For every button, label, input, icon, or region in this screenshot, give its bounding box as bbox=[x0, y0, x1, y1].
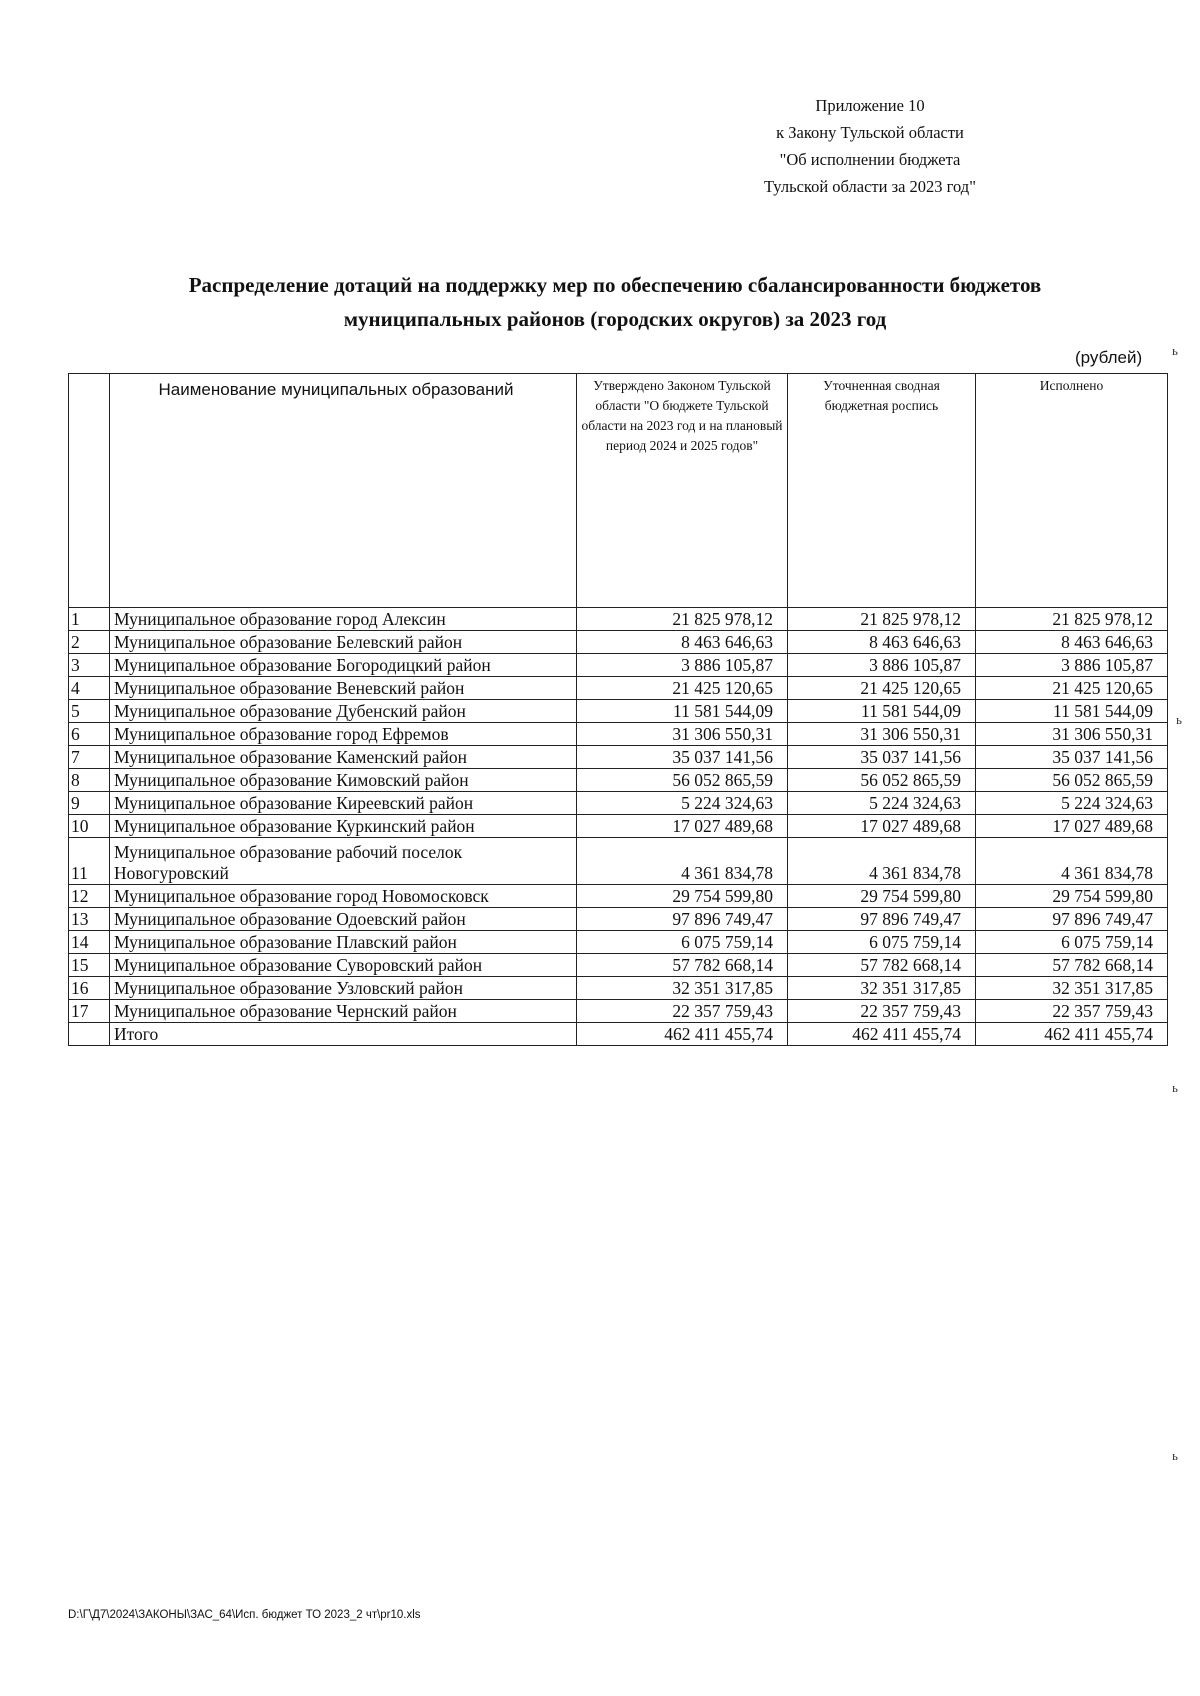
table-row bbox=[69, 700, 1168, 723]
row-refined: 31 306 550,31 bbox=[788, 723, 976, 746]
table-row bbox=[69, 631, 1168, 654]
total-approved: 462 411 455,74 bbox=[577, 1023, 788, 1046]
row-number: 7 bbox=[69, 746, 110, 769]
row-refined: 4 361 834,78 bbox=[788, 838, 976, 885]
row-number: 15 bbox=[69, 954, 110, 977]
row-refined: 17 027 489,68 bbox=[788, 815, 976, 838]
row-number: 6 bbox=[69, 723, 110, 746]
row-executed: 3 886 105,87 bbox=[976, 654, 1168, 677]
row-name: Муниципальное образование Узловский район bbox=[110, 977, 577, 1000]
row-number: 10 bbox=[69, 815, 110, 838]
row-executed: 21 425 120,65 bbox=[976, 677, 1168, 700]
row-refined: 6 075 759,14 bbox=[788, 931, 976, 954]
row-approved: 57 782 668,14 bbox=[577, 954, 788, 977]
row-executed: 17 027 489,68 bbox=[976, 815, 1168, 838]
row-approved: 35 037 141,56 bbox=[577, 746, 788, 769]
table-row bbox=[69, 1000, 1168, 1023]
row-refined: 29 754 599,80 bbox=[788, 885, 976, 908]
row-executed: 11 581 544,09 bbox=[976, 700, 1168, 723]
table-row bbox=[69, 885, 1168, 908]
row-name: Муниципальное образование город Ефремов bbox=[110, 723, 577, 746]
row-refined: 3 886 105,87 bbox=[788, 654, 976, 677]
row-approved: 21 825 978,12 bbox=[577, 608, 788, 631]
table-row bbox=[69, 977, 1168, 1000]
row-name: Муниципальное образование город Новомосковск bbox=[110, 885, 577, 908]
row-executed: 21 825 978,12 bbox=[976, 608, 1168, 631]
row-name: Муниципальное образование Богородицкий район bbox=[110, 654, 577, 677]
header-executed: Исполнено bbox=[976, 374, 1168, 608]
row-refined: 32 351 317,85 bbox=[788, 977, 976, 1000]
row-name: Муниципальное образование Веневский район bbox=[110, 677, 577, 700]
scan-artifact: ь bbox=[1172, 1080, 1178, 1095]
appendix-block bbox=[720, 92, 1020, 200]
table-row bbox=[69, 838, 1168, 885]
appendix-line: "Об исполнении бюджета bbox=[779, 150, 961, 169]
row-executed: 4 361 834,78 bbox=[976, 838, 1168, 885]
row-number: 1 bbox=[69, 608, 110, 631]
table-row bbox=[69, 792, 1168, 815]
total-refined: 462 411 455,74 bbox=[788, 1023, 976, 1046]
table-row bbox=[69, 908, 1168, 931]
total-row bbox=[69, 1023, 1168, 1046]
document-title bbox=[120, 268, 1110, 336]
row-refined: 97 896 749,47 bbox=[788, 908, 976, 931]
row-name: Муниципальное образование Кимовский район bbox=[110, 769, 577, 792]
row-name: Муниципальное образование Белевский район bbox=[110, 631, 577, 654]
row-approved: 29 754 599,80 bbox=[577, 885, 788, 908]
scan-artifact: ь bbox=[1176, 712, 1182, 727]
row-executed: 29 754 599,80 bbox=[976, 885, 1168, 908]
row-approved: 3 886 105,87 bbox=[577, 654, 788, 677]
table-row bbox=[69, 931, 1168, 954]
title-line-2: муниципальных районов (городских округов) за 2023 год bbox=[343, 307, 887, 331]
row-name: Муниципальное образование Киреевский район bbox=[110, 792, 577, 815]
row-executed: 5 224 324,63 bbox=[976, 792, 1168, 815]
file-path-footer: D:\Г\Д7\2024\ЗАКОНЫ\ЗАС_64\Исп. бюджет ТО 2023_2 чт\pr10.xls bbox=[68, 1609, 421, 1621]
row-name: Муниципальное образование Дубенский район bbox=[110, 700, 577, 723]
row-refined: 21 825 978,12 bbox=[788, 608, 976, 631]
row-approved: 22 357 759,43 bbox=[577, 1000, 788, 1023]
row-number: 13 bbox=[69, 908, 110, 931]
row-refined: 11 581 544,09 bbox=[788, 700, 976, 723]
row-approved: 6 075 759,14 bbox=[577, 931, 788, 954]
row-refined: 8 463 646,63 bbox=[788, 631, 976, 654]
row-number: 8 bbox=[69, 769, 110, 792]
row-refined: 57 782 668,14 bbox=[788, 954, 976, 977]
subsidies-table bbox=[68, 373, 1168, 1046]
total-number bbox=[69, 1023, 110, 1046]
row-name: Муниципальное образование Куркинский район bbox=[110, 815, 577, 838]
table-row bbox=[69, 723, 1168, 746]
row-refined: 5 224 324,63 bbox=[788, 792, 976, 815]
row-executed: 32 351 317,85 bbox=[976, 977, 1168, 1000]
row-approved: 32 351 317,85 bbox=[577, 977, 788, 1000]
table-header-row bbox=[69, 374, 1168, 608]
row-approved: 31 306 550,31 bbox=[577, 723, 788, 746]
row-number: 5 bbox=[69, 700, 110, 723]
units-label: (рублей) bbox=[1075, 348, 1143, 367]
row-refined: 21 425 120,65 bbox=[788, 677, 976, 700]
row-approved: 4 361 834,78 bbox=[577, 838, 788, 885]
table-row bbox=[69, 608, 1168, 631]
row-number: 11 bbox=[69, 838, 110, 885]
total-executed: 462 411 455,74 bbox=[976, 1023, 1168, 1046]
row-name: Муниципальное образование рабочий поселок Новогуровский bbox=[110, 838, 577, 885]
row-number: 3 bbox=[69, 654, 110, 677]
row-number: 17 bbox=[69, 1000, 110, 1023]
row-approved: 5 224 324,63 bbox=[577, 792, 788, 815]
scan-artifact: ь bbox=[1172, 1448, 1178, 1463]
row-number: 12 bbox=[69, 885, 110, 908]
row-name: Муниципальное образование Суворовский район bbox=[110, 954, 577, 977]
row-executed: 97 896 749,47 bbox=[976, 908, 1168, 931]
row-approved: 8 463 646,63 bbox=[577, 631, 788, 654]
row-executed: 35 037 141,56 bbox=[976, 746, 1168, 769]
row-number: 4 bbox=[69, 677, 110, 700]
row-executed: 57 782 668,14 bbox=[976, 954, 1168, 977]
scan-artifact: ь bbox=[1172, 343, 1178, 358]
row-name: Муниципальное образование Одоевский район bbox=[110, 908, 577, 931]
row-executed: 6 075 759,14 bbox=[976, 931, 1168, 954]
row-refined: 35 037 141,56 bbox=[788, 746, 976, 769]
row-name: Муниципальное образование Чернский район bbox=[110, 1000, 577, 1023]
table-row bbox=[69, 746, 1168, 769]
table-row bbox=[69, 654, 1168, 677]
row-approved: 21 425 120,65 bbox=[577, 677, 788, 700]
row-refined: 56 052 865,59 bbox=[788, 769, 976, 792]
row-refined: 22 357 759,43 bbox=[788, 1000, 976, 1023]
table-row bbox=[69, 815, 1168, 838]
header-name: Наименование муниципальных образований bbox=[110, 374, 577, 608]
title-line-1: Распределение дотаций на поддержку мер по обеспечению сбалансированности бюджетов bbox=[188, 273, 1042, 297]
row-name: Муниципальное образование город Алексин bbox=[110, 608, 577, 631]
row-number: 9 bbox=[69, 792, 110, 815]
header-approved: Утверждено Законом Тульской области "О бюджете Тульской области на 2023 год и на плановый период 2024 и 2025 годов" bbox=[577, 374, 788, 608]
row-approved: 17 027 489,68 bbox=[577, 815, 788, 838]
row-name: Муниципальное образование Плавский район bbox=[110, 931, 577, 954]
table-body bbox=[69, 608, 1168, 1046]
header-number bbox=[69, 374, 110, 608]
appendix-line: к Закону Тульской области bbox=[776, 123, 964, 142]
total-label: Итого bbox=[110, 1023, 577, 1046]
row-name: Муниципальное образование Каменский район bbox=[110, 746, 577, 769]
appendix-line: Тульской области за 2023 год" bbox=[764, 177, 976, 196]
row-executed: 8 463 646,63 bbox=[976, 631, 1168, 654]
row-approved: 97 896 749,47 bbox=[577, 908, 788, 931]
header-refined: Уточненная сводная бюджетная роспись bbox=[788, 374, 976, 608]
row-number: 14 bbox=[69, 931, 110, 954]
table-row bbox=[69, 677, 1168, 700]
appendix-line: Приложение 10 bbox=[815, 96, 925, 115]
row-approved: 56 052 865,59 bbox=[577, 769, 788, 792]
row-number: 2 bbox=[69, 631, 110, 654]
row-number: 16 bbox=[69, 977, 110, 1000]
row-executed: 56 052 865,59 bbox=[976, 769, 1168, 792]
row-approved: 11 581 544,09 bbox=[577, 700, 788, 723]
table-row bbox=[69, 769, 1168, 792]
table-row bbox=[69, 954, 1168, 977]
row-executed: 31 306 550,31 bbox=[976, 723, 1168, 746]
row-executed: 22 357 759,43 bbox=[976, 1000, 1168, 1023]
